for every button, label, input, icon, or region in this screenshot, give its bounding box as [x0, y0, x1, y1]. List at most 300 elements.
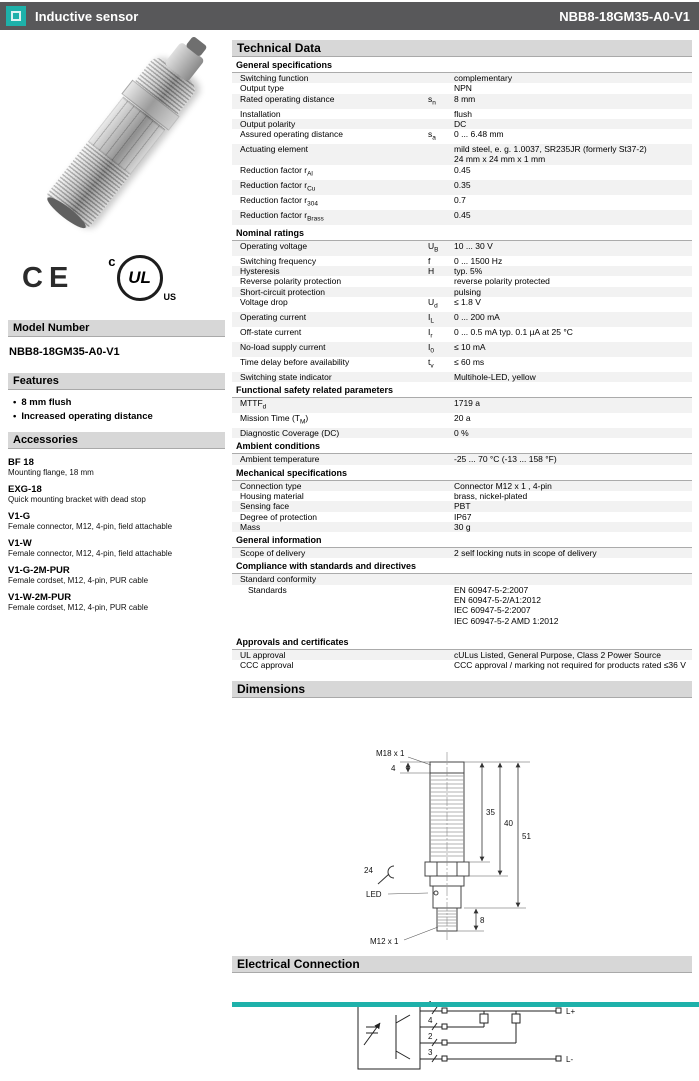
tech-row-symbol — [428, 297, 454, 312]
tech-section-title: Nominal ratings — [232, 226, 692, 241]
tech-row-value — [454, 119, 692, 129]
feature-item: • Increased operating distance — [11, 410, 225, 424]
value-text: 0.45 — [454, 164, 471, 175]
symbol-text: U — [428, 296, 435, 307]
tech-section-title: Functional safety related parameters — [232, 383, 692, 398]
tech-row-symbol — [428, 327, 454, 342]
value-text: 0 ... 6.48 mm — [454, 129, 504, 140]
value-text: 1719 a — [454, 398, 480, 409]
tech-row-symbol — [428, 180, 454, 195]
value-text: cULus Listed, General Purpose, Class 2 Power Source — [454, 649, 661, 660]
symbol-text: s — [428, 93, 433, 104]
sensor-box — [358, 1005, 420, 1069]
value-text: 0 ... 200 mA — [454, 311, 500, 322]
tech-row-symbol — [428, 83, 454, 93]
tech-row-symbol — [428, 312, 454, 327]
tech-row-value — [454, 297, 692, 312]
tech-row — [232, 256, 692, 266]
tech-row-symbol — [428, 481, 454, 491]
tech-row-label — [232, 180, 428, 195]
tech-row-symbol — [428, 287, 454, 297]
accessory-item — [8, 565, 225, 586]
tech-row — [232, 144, 692, 165]
main-content — [232, 40, 692, 1081]
value-text: IP67 — [454, 511, 472, 522]
features-list — [11, 396, 225, 424]
tech-row — [232, 180, 692, 195]
label-text: Degree of protection — [240, 511, 318, 522]
tech-row — [232, 109, 692, 119]
symbol-text: I — [428, 326, 431, 337]
accessory-name: EXG-18 — [8, 484, 42, 495]
tech-row-value — [454, 522, 692, 532]
value-text: CCC approval / marking not required for products rated ≤36 V — [454, 660, 686, 671]
label-text: Output type — [240, 83, 284, 94]
tech-row-value — [454, 660, 692, 670]
tech-row — [232, 585, 692, 626]
label-text: Installation — [240, 108, 281, 119]
tech-row-label — [232, 326, 431, 342]
tech-row-value — [454, 481, 692, 491]
tech-section-title: Mechanical specifications — [232, 466, 692, 481]
tech-row-value — [454, 327, 692, 342]
tech-row-label — [232, 195, 428, 210]
tech-row-label — [232, 129, 428, 144]
tech-row-label — [232, 255, 431, 266]
tech-row-value — [454, 342, 692, 357]
tech-row-symbol — [428, 266, 454, 276]
tech-row-value — [454, 144, 692, 165]
dim-label-51: 51 — [522, 831, 531, 841]
value-line: EN 60947-5-2:2007 — [454, 584, 529, 595]
tech-row-symbol — [428, 241, 454, 256]
tech-row-label — [232, 454, 428, 464]
tech-row-value — [454, 398, 692, 413]
tech-row — [232, 73, 692, 83]
value-text: 10 ... 30 V — [454, 240, 493, 251]
product-photo — [8, 40, 225, 240]
tech-section — [232, 466, 692, 532]
label-subscript: M — [299, 418, 306, 426]
tech-row-symbol — [428, 342, 454, 357]
value-text: 8 mm — [454, 93, 476, 104]
value-text: ≤ 1.8 V — [454, 296, 481, 307]
symbol-subscript: a — [432, 134, 436, 142]
technical-sections — [232, 58, 692, 671]
tech-row-symbol — [428, 585, 454, 626]
label-text: Connection type — [240, 480, 302, 491]
tech-row-value — [454, 165, 692, 180]
accessory-item — [8, 538, 225, 559]
value-text: 0 ... 0.5 mA typ. 0.1 µA at 25 °C — [454, 326, 573, 337]
tech-section-title: General information — [232, 533, 692, 548]
label-text: Housing material — [240, 490, 304, 501]
label-text: No-load supply current — [240, 341, 326, 352]
tech-row-symbol — [428, 94, 454, 109]
tech-row — [232, 413, 692, 428]
tech-row-symbol — [428, 398, 454, 413]
electrical-header: Electrical Connection — [232, 956, 692, 973]
tech-row-value — [454, 491, 692, 501]
label-subscript: d — [262, 403, 267, 411]
accessory-description: Quick mounting bracket with dead stop — [8, 495, 146, 504]
tech-section — [232, 559, 692, 625]
symbol-text: H — [428, 265, 435, 276]
accessory-name: BF 18 — [8, 457, 34, 468]
value-text: 30 g — [454, 521, 471, 532]
tech-row-value — [454, 357, 692, 372]
tech-row — [232, 129, 692, 144]
tech-row-value — [454, 548, 692, 558]
value-text: 20 a — [454, 413, 471, 424]
label-text: Time delay before availability — [240, 356, 350, 367]
tech-row-value — [454, 650, 692, 660]
tech-row-value — [454, 195, 692, 210]
tech-row — [232, 83, 692, 93]
label-text: Voltage drop — [240, 296, 288, 307]
value-line: mild steel, e. g. 1.0037, SR235JR (formerly St37-2) — [454, 144, 647, 155]
load-box-1 — [480, 1014, 488, 1023]
label-text: Scope of delivery — [240, 548, 306, 559]
tech-row-symbol — [428, 574, 454, 584]
tech-row-value — [454, 256, 692, 266]
accessory-description: Female cordset, M12, 4-pin, PUR cable — [8, 576, 149, 585]
tech-section — [232, 383, 692, 438]
symbol-text: U — [428, 240, 435, 251]
label-text: Switching frequency — [240, 255, 317, 266]
value-text: 0.35 — [454, 179, 471, 190]
accessory-description: Female connector, M12, 4-pin, field attachable — [8, 549, 173, 558]
accessory-name: V1-W-2M-PUR — [8, 592, 72, 603]
tech-row-value — [454, 276, 692, 286]
tech-row-label — [232, 372, 428, 382]
led-indicator — [434, 891, 438, 895]
tech-row-label — [232, 241, 428, 256]
tech-row-label — [232, 356, 431, 372]
tech-row — [232, 297, 692, 312]
value-text: DC — [454, 118, 467, 129]
dim-label-m12: M12 x 1 — [370, 936, 399, 946]
tech-row — [232, 327, 692, 342]
tech-row-value — [454, 210, 692, 225]
value-text: 0.7 — [454, 194, 466, 205]
tech-row — [232, 266, 692, 276]
tech-row-value — [454, 109, 692, 119]
tech-section — [232, 58, 692, 225]
page-title: Inductive sensor — [35, 8, 139, 24]
features-header: Features — [8, 373, 225, 390]
accessory-name: V1-G — [8, 511, 31, 522]
tech-section — [232, 533, 692, 558]
tech-row-symbol — [428, 256, 454, 266]
value-text: ≤ 10 mA — [454, 341, 486, 352]
tech-row — [232, 491, 692, 501]
pin-label-2: 2 — [428, 1031, 433, 1041]
tech-row-symbol — [428, 512, 454, 522]
tech-row — [232, 398, 692, 413]
label-text: Assured operating distance — [240, 129, 344, 140]
accessory-item — [8, 511, 225, 532]
value-text: 0 % — [454, 428, 469, 439]
tech-row-label — [232, 266, 428, 276]
tech-row-symbol — [428, 501, 454, 511]
accessory-item — [8, 484, 225, 505]
value-text: 2 self locking nuts in scope of delivery — [454, 548, 597, 559]
tech-row-symbol — [428, 144, 454, 165]
label-text: Diagnostic Coverage (DC) — [240, 428, 340, 439]
approval-marks — [22, 250, 225, 306]
value-text: typ. 5% — [454, 265, 483, 276]
tech-row-label — [232, 522, 428, 532]
value-line: IEC 60947-5-2 AMD 1:2012 — [454, 615, 559, 626]
label-subscript: Brass — [307, 215, 324, 223]
dim-label-40: 40 — [504, 818, 513, 828]
dim-label-8: 8 — [480, 915, 485, 925]
ce-mark: CE — [22, 261, 75, 294]
tech-row-label — [232, 574, 428, 584]
tech-row — [232, 195, 692, 210]
accessory-item — [8, 592, 225, 613]
tech-row-label — [232, 311, 431, 327]
tech-row-symbol — [428, 129, 454, 144]
rail-label-minus: L- — [566, 1054, 574, 1064]
tech-row-value — [454, 574, 692, 584]
label-text: Reduction factor r — [240, 194, 308, 205]
tech-row-value — [454, 312, 692, 327]
tech-row-symbol — [428, 276, 454, 286]
label-text: Reduction factor r — [240, 179, 308, 190]
sidebar — [8, 40, 225, 619]
tech-row-label — [232, 341, 431, 357]
label-text: Operating current — [240, 311, 307, 322]
label-text: Mission Time (T — [240, 413, 300, 424]
tech-row — [232, 241, 692, 256]
value-text: 0.45 — [454, 209, 471, 220]
tech-row-label — [232, 83, 428, 93]
tech-row-symbol — [428, 548, 454, 558]
label-text: Standards — [248, 584, 287, 595]
tech-row-label — [232, 650, 428, 660]
accessory-name: V1-W — [8, 538, 32, 549]
tech-row — [232, 165, 692, 180]
page-header — [0, 2, 699, 30]
tech-row — [232, 312, 692, 327]
accessory-item — [8, 457, 225, 478]
dim-label-wrench: 24 — [364, 865, 373, 875]
accessories-list — [8, 457, 225, 613]
ul-mark-us: US — [163, 292, 177, 302]
label-text: CCC approval — [240, 660, 294, 671]
value-text: PBT — [454, 501, 471, 512]
header-model-number: NBB8-18GM35-A0-V1 — [559, 8, 690, 24]
symbol-subscript: r — [430, 332, 433, 340]
tech-section — [232, 439, 692, 464]
label-text: Rated operating distance — [240, 93, 335, 104]
tech-section-title: General specifications — [232, 58, 692, 73]
tech-section-title: Ambient conditions — [232, 439, 692, 454]
tech-row — [232, 287, 692, 297]
label-text: Reverse polarity protection — [240, 276, 342, 287]
tech-row-symbol — [428, 109, 454, 119]
technical-data-header: Technical Data — [232, 40, 692, 57]
dimensions-header: Dimensions — [232, 681, 692, 698]
tech-row-symbol — [428, 210, 454, 225]
label-text: Output polarity — [240, 118, 296, 129]
symbol-text: s — [428, 129, 433, 140]
tech-row-symbol — [428, 650, 454, 660]
tech-row-value — [454, 585, 692, 626]
value-line: 24 mm x 24 mm x 1 mm — [454, 154, 546, 165]
symbol-text: f — [428, 255, 431, 266]
ul-mark-c: c — [108, 254, 116, 269]
tech-row-value — [454, 83, 692, 93]
tech-row — [232, 481, 692, 491]
tech-row — [232, 548, 692, 558]
tech-row-symbol — [428, 119, 454, 129]
label-subscript: Al — [307, 170, 313, 178]
sensing-face-image — [44, 194, 89, 232]
tech-row — [232, 372, 692, 382]
tech-row-value — [454, 372, 692, 382]
value-text: pulsing — [454, 286, 481, 297]
value-text: complementary — [454, 73, 513, 83]
tech-row — [232, 660, 692, 670]
label-text: UL approval — [240, 649, 286, 660]
dim-label-m18: M18 x 1 — [376, 748, 405, 758]
tech-row — [232, 650, 692, 660]
tech-row — [232, 210, 692, 225]
label-text: Mass — [240, 521, 261, 532]
tech-row — [232, 501, 692, 511]
accessories-header: Accessories — [8, 432, 225, 449]
tech-row-label — [232, 481, 428, 491]
value-text: Multihole-LED, yellow — [454, 371, 536, 382]
symbol-text: I — [428, 341, 431, 352]
tech-row — [232, 428, 692, 438]
extension-lines — [400, 762, 530, 931]
tech-row-symbol — [428, 491, 454, 501]
tech-row — [232, 94, 692, 109]
tech-row-value — [454, 129, 692, 144]
label-text: Actuating element — [240, 144, 309, 155]
footer-accent-bar — [232, 1002, 699, 1007]
symbol-text: I — [428, 311, 431, 322]
tech-row-symbol — [428, 73, 454, 83]
accessory-description: Female cordset, M12, 4-pin, PUR cable — [8, 603, 149, 612]
symbol-subscript: v — [430, 362, 434, 370]
label-text: Off-state current — [240, 326, 302, 337]
tech-section-title: Compliance with standards and directives — [232, 559, 692, 574]
tech-row — [232, 342, 692, 357]
accessory-description: Mounting flange, 18 mm — [8, 468, 94, 477]
tech-row-label — [232, 165, 428, 180]
tech-row-symbol — [428, 357, 454, 372]
dim-label-35: 35 — [486, 807, 495, 817]
dimension-drawing — [232, 722, 692, 950]
tech-row-label — [232, 512, 428, 522]
tech-row-label — [232, 144, 428, 165]
tech-row-label — [232, 428, 428, 438]
label-subscript: 304 — [307, 200, 318, 208]
tech-row-label — [232, 585, 428, 626]
tech-row-value — [454, 266, 692, 276]
tech-row — [232, 119, 692, 129]
value-text: 0 ... 1500 Hz — [454, 255, 503, 266]
symbol-subscript: n — [432, 99, 436, 107]
tech-row-value — [454, 428, 692, 438]
tech-row-label — [232, 398, 428, 413]
tech-row-label — [232, 119, 428, 129]
symbol-subscript: B — [434, 246, 439, 254]
tech-row-symbol — [428, 660, 454, 670]
value-text: Connector M12 x 1 , 4-pin — [454, 480, 552, 491]
rail-label-plus: L+ — [566, 1006, 576, 1016]
label-text: Switching state indicator — [240, 371, 332, 382]
model-number-value: NBB8-18GM35-A0-V1 — [9, 346, 120, 358]
tech-row-symbol — [428, 428, 454, 438]
tech-row-value — [454, 94, 692, 109]
symbol-subscript: 0 — [430, 347, 434, 355]
pin-label-3: 3 — [428, 1047, 433, 1057]
circuit-lines — [358, 1005, 556, 1069]
value-line: EN 60947-5-2/A1:2012 — [454, 595, 541, 606]
tech-row-value — [454, 180, 692, 195]
circuit-terminals — [442, 1008, 561, 1061]
model-number-header: Model Number — [8, 320, 225, 337]
tech-section — [232, 226, 692, 382]
tech-row-symbol — [428, 413, 454, 428]
tech-row-value — [454, 413, 692, 428]
load-box-2 — [512, 1014, 520, 1023]
tech-row — [232, 574, 692, 584]
wrench-icon — [378, 866, 394, 884]
value-line: IEC 60947-5-2:2007 — [454, 605, 531, 616]
label-text: Ambient temperature — [240, 454, 320, 465]
label-text: Standard conformity — [240, 574, 317, 585]
label-text: MTTF — [240, 398, 263, 409]
value-text: reverse polarity protected — [454, 276, 550, 287]
tech-row-label — [232, 94, 428, 109]
tech-row-label — [232, 491, 428, 501]
label-text: Reduction factor r — [240, 164, 308, 175]
tech-row-symbol — [428, 522, 454, 532]
tech-row-label — [232, 276, 428, 286]
label-subscript: Cu — [307, 185, 316, 193]
label-text: Switching function — [240, 73, 309, 83]
tech-row — [232, 357, 692, 372]
label-text: Hysteresis — [240, 265, 280, 276]
dim-label-tip: 4 — [391, 763, 396, 773]
tech-section-title: Approvals and certificates — [232, 635, 692, 650]
tech-row — [232, 454, 692, 464]
label-text: Operating voltage — [240, 240, 308, 251]
tech-row-value — [454, 73, 692, 83]
tech-row-value — [454, 512, 692, 522]
tech-row-label — [232, 210, 428, 225]
value-text: NPN — [454, 83, 472, 94]
value-text: brass, nickel-plated — [454, 490, 528, 501]
symbol-subscript: d — [434, 302, 438, 310]
tech-row-value — [454, 454, 692, 464]
dim-label-led: LED — [366, 889, 382, 899]
tech-row-value — [454, 241, 692, 256]
tech-row — [232, 522, 692, 532]
tech-row-label — [232, 297, 428, 312]
tech-row-symbol — [428, 372, 454, 382]
feature-item: • 8 mm flush — [11, 396, 225, 410]
tech-row-label — [232, 501, 428, 511]
symbol-subscript: L — [430, 317, 434, 325]
